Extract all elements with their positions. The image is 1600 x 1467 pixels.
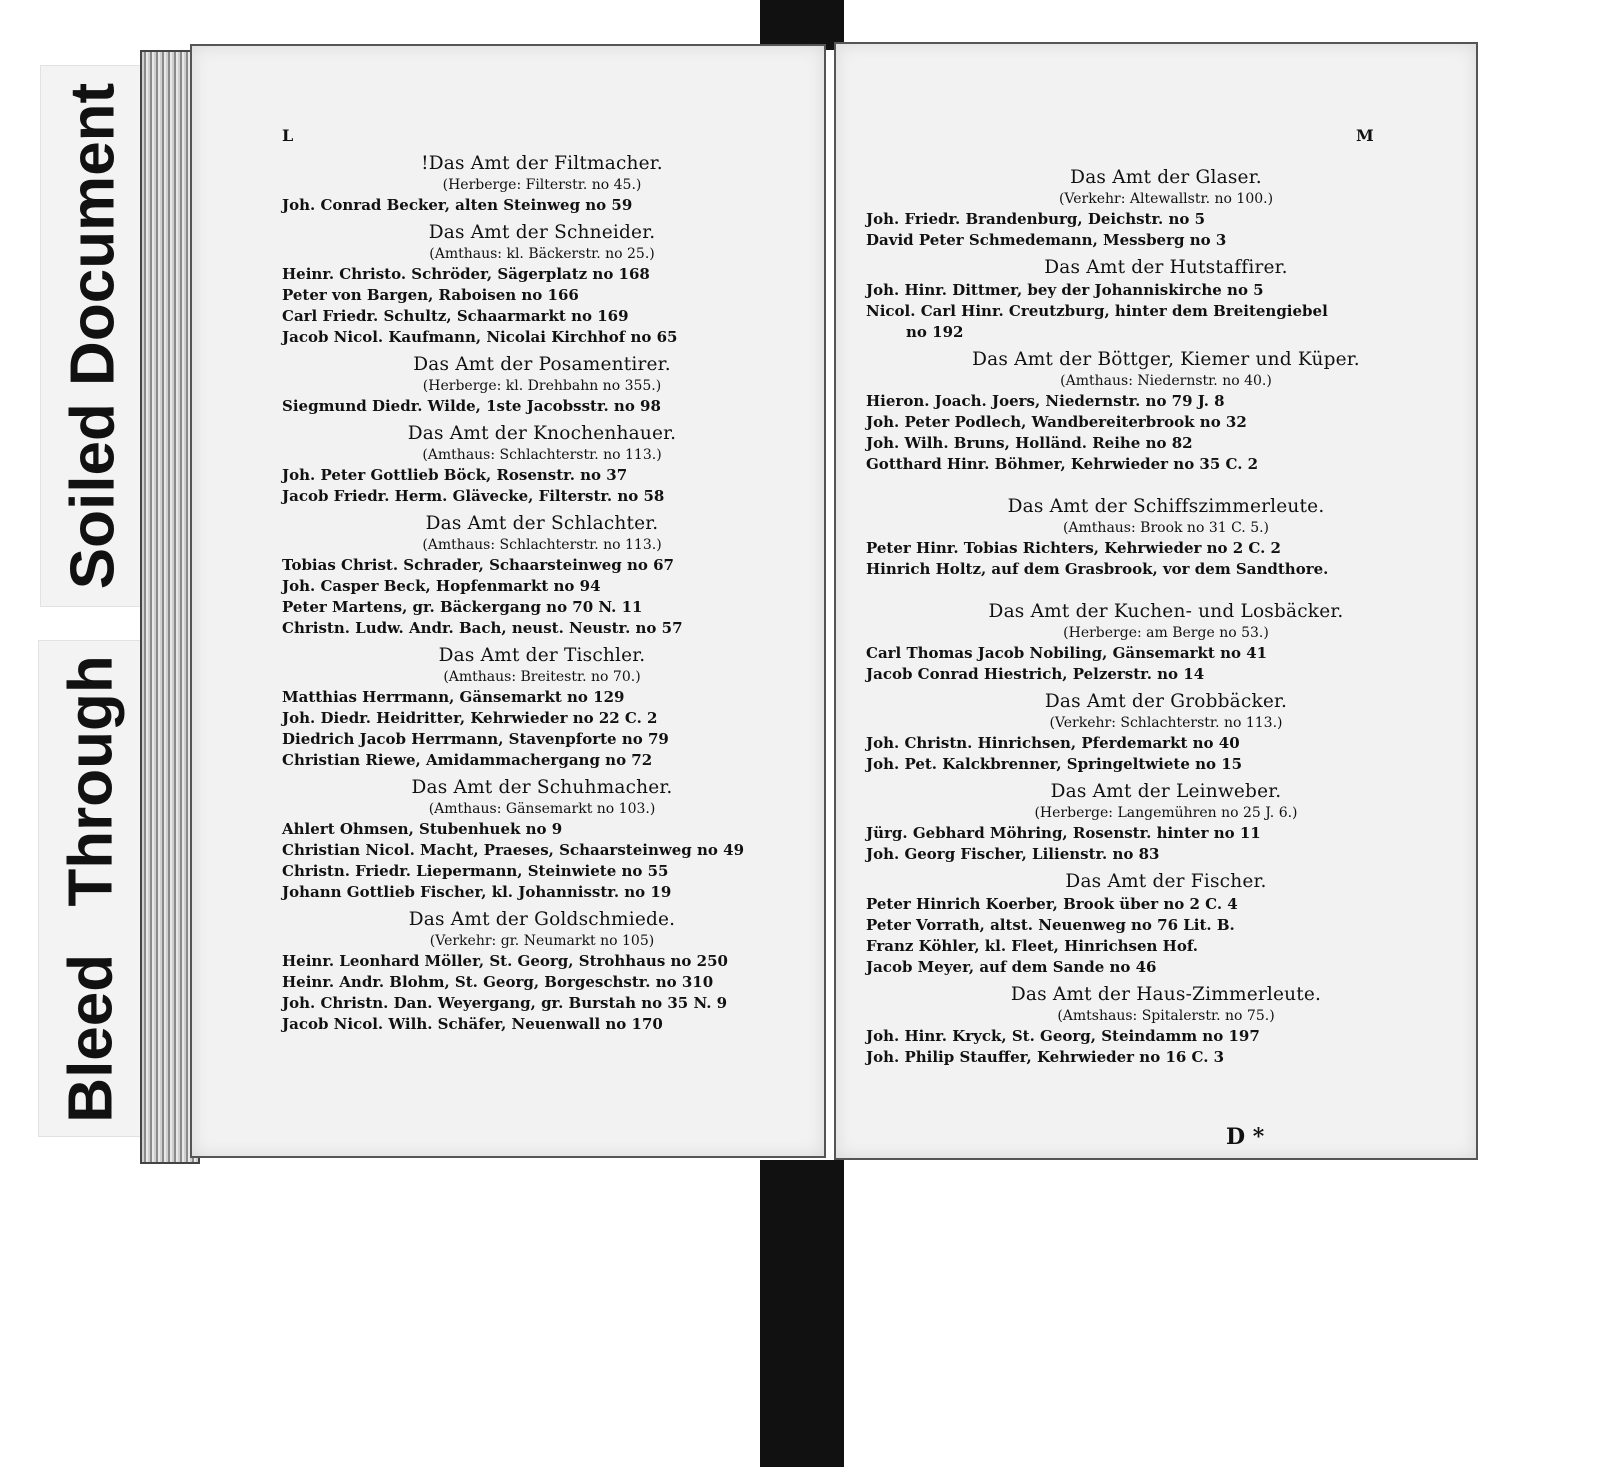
right-page (834, 42, 1478, 1160)
guild-title: Das Amt der Schuhmacher. (411, 777, 673, 798)
member-entry: Jürg. Gebhard Möhring, Rosenstr. hinter no 11 (866, 824, 1261, 842)
member-entry: Johann Gottlieb Fischer, kl. Johannisstr. no 19 (282, 883, 672, 901)
guild-section (282, 512, 802, 639)
member-entry: Heinr. Christo. Schröder, Sägerplatz no 168 (282, 265, 650, 283)
member-entry: Jacob Meyer, auf dem Sande no 46 (866, 958, 1157, 976)
member-entry: Carl Friedr. Schultz, Schaarmarkt no 169 (282, 307, 629, 325)
bleed-through-text: Bleed Through (56, 654, 126, 1123)
guild-section (866, 348, 1466, 475)
guild-title: Das Amt der Böttger, Kiemer und Küper. (972, 349, 1360, 370)
soiled-document-label (40, 65, 146, 607)
guild-title: !Das Amt der Filtmacher. (421, 153, 663, 174)
member-entry: Christn. Ludw. Andr. Bach, neust. Neustr. no 57 (282, 619, 683, 637)
guild-section (866, 600, 1466, 685)
member-entry: Joh. Christn. Hinrichsen, Pferdemarkt no 40 (866, 734, 1240, 752)
member-entry: Hinrich Holtz, auf dem Grasbrook, vor dem Sandthore. (866, 560, 1329, 578)
guild-title: Das Amt der Fischer. (1065, 871, 1267, 892)
member-entry: Peter Hinrich Koerber, Brook über no 2 C. 4 (866, 895, 1238, 913)
member-entry: Christian Riewe, Amidammachergang no 72 (282, 751, 653, 769)
member-entry: Tobias Christ. Schrader, Schaarsteinweg no 67 (282, 556, 674, 574)
member-entry: Christian Nicol. Macht, Praeses, Schaarsteinweg no 49 (282, 841, 745, 859)
guild-meeting-place: (Amthaus: Gänsemarkt no 103.) (428, 801, 656, 817)
left-page-mark: L (282, 126, 294, 145)
member-entry: Joh. Peter Podlech, Wandbereiterbrook no 32 (866, 413, 1247, 431)
guild-title: Das Amt der Posamentirer. (413, 354, 671, 375)
member-entry: Nicol. Carl Hinr. Creutzburg, hinter dem Breitengiebel (866, 302, 1328, 320)
guild-title: Das Amt der Tischler. (438, 645, 646, 666)
guild-title: Das Amt der Glaser. (1070, 167, 1262, 188)
member-entry: Joh. Christn. Dan. Weyergang, gr. Burstah no 35 N. 9 (282, 994, 728, 1012)
guild-section (282, 644, 802, 771)
guild-section (282, 776, 802, 903)
guild-meeting-place: (Amthaus: Niedernstr. no 40.) (1060, 373, 1272, 389)
guild-section (866, 256, 1466, 343)
guild-section (282, 422, 802, 507)
member-entry: Peter Vorrath, altst. Neuenweg no 76 Lit. B. (866, 916, 1235, 934)
left-page-content (282, 152, 802, 1040)
member-entry: Joh. Hinr. Dittmer, bey der Johanniskirche no 5 (866, 281, 1264, 299)
guild-meeting-place: (Verkehr: Altewallstr. no 100.) (1058, 191, 1274, 207)
guild-meeting-place: (Amthaus: kl. Bäckerstr. no 25.) (429, 246, 655, 262)
member-entry: Carl Thomas Jacob Nobiling, Gänsemarkt no 41 (866, 644, 1268, 662)
member-entry: David Peter Schmedemann, Messberg no 3 (866, 231, 1227, 249)
guild-section (282, 908, 802, 1035)
member-entry: Siegmund Diedr. Wilde, 1ste Jacobsstr. no 98 (282, 397, 661, 415)
guild-title: Das Amt der Hutstaffirer. (1044, 257, 1288, 278)
bleed-through-label (38, 640, 144, 1137)
member-entry: Joh. Pet. Kalckbrenner, Springeltwiete no 15 (866, 755, 1243, 773)
member-entry: Hieron. Joach. Joers, Niedernstr. no 79 J. 8 (866, 392, 1225, 410)
member-entry: Ahlert Ohmsen, Stubenhuek no 9 (282, 820, 563, 838)
guild-title: Das Amt der Haus-Zimmerleute. (1010, 984, 1322, 1005)
guild-meeting-place: (Herberge: am Berge no 53.) (1063, 625, 1269, 641)
member-entry: Peter von Bargen, Raboisen no 166 (282, 286, 579, 304)
guild-meeting-place: (Herberge: kl. Drehbahn no 355.) (422, 378, 662, 394)
guild-section (282, 353, 802, 417)
guild-title: Das Amt der Schlachter. (425, 513, 659, 534)
guild-section (866, 166, 1466, 251)
member-entry: Heinr. Leonhard Möller, St. Georg, Strohhaus no 250 (282, 952, 728, 970)
member-entry: Heinr. Andr. Blohm, St. Georg, Borgeschstr. no 310 (282, 973, 714, 991)
binding-strip-bottom (760, 1160, 844, 1467)
member-entry: Joh. Diedr. Heidritter, Kehrwieder no 22 C. 2 (282, 709, 658, 727)
guild-title: Das Amt der Grobbäcker. (1044, 691, 1288, 712)
guild-meeting-place: (Amthaus: Schlachterstr. no 113.) (422, 447, 662, 463)
right-page-mark: M (1356, 126, 1374, 145)
guild-meeting-place: (Amthaus: Brook no 31 C. 5.) (1062, 520, 1270, 536)
guild-title: Das Amt der Goldschmiede. (408, 909, 676, 930)
guild-title: Das Amt der Schneider. (428, 222, 656, 243)
guild-meeting-place: (Amthaus: Breitestr. no 70.) (443, 669, 641, 685)
member-entry: Joh. Philip Stauffer, Kehrwieder no 16 C. 3 (866, 1048, 1225, 1066)
guild-section (866, 495, 1466, 580)
member-entry: Franz Köhler, kl. Fleet, Hinrichsen Hof. (866, 937, 1198, 955)
member-entry: Christn. Friedr. Liepermann, Steinwiete no 55 (282, 862, 669, 880)
member-entry: Peter Hinr. Tobias Richters, Kehrwieder no 2 C. 2 (866, 539, 1281, 557)
guild-section (282, 221, 802, 348)
guild-section (282, 152, 802, 216)
guild-title: Das Amt der Leinweber. (1050, 781, 1282, 802)
member-entry: no 192 (906, 323, 964, 341)
guild-title: Das Amt der Knochenhauer. (407, 423, 677, 444)
member-entry: Peter Martens, gr. Bäckergang no 70 N. 11 (282, 598, 643, 616)
binding-strip-top (760, 0, 844, 50)
guild-meeting-place: (Herberge: Langemühren no 25 J. 6.) (1034, 805, 1298, 821)
member-entry: Jacob Conrad Hiestrich, Pelzerstr. no 14 (866, 665, 1205, 683)
member-entry: Gotthard Hinr. Böhmer, Kehrwieder no 35 C. 2 (866, 455, 1259, 473)
guild-meeting-place: (Verkehr: Schlachterstr. no 113.) (1049, 715, 1283, 731)
member-entry: Matthias Herrmann, Gänsemarkt no 129 (282, 688, 625, 706)
member-entry: Joh. Friedr. Brandenburg, Deichstr. no 5 (866, 210, 1206, 228)
guild-meeting-place: (Amtshaus: Spitalerstr. no 75.) (1057, 1008, 1275, 1024)
member-entry: Diedrich Jacob Herrmann, Stavenpforte no 79 (282, 730, 669, 748)
member-entry: Joh. Georg Fischer, Lilienstr. no 83 (866, 845, 1160, 863)
member-entry: Joh. Conrad Becker, alten Steinweg no 59 (282, 196, 633, 214)
guild-section (866, 780, 1466, 865)
signature-mark: D * (1226, 1124, 1265, 1150)
guild-section (866, 870, 1466, 978)
guild-meeting-place: (Amthaus: Schlachterstr. no 113.) (422, 537, 662, 553)
guild-title: Das Amt der Kuchen- und Losbäcker. (988, 601, 1344, 622)
guild-meeting-place: (Verkehr: gr. Neumarkt no 105) (429, 933, 655, 949)
soiled-document-text: Soiled Document (58, 82, 128, 590)
member-entry: Jacob Nicol. Kaufmann, Nicolai Kirchhof no 65 (282, 328, 678, 346)
member-entry: Joh. Hinr. Kryck, St. Georg, Steindamm no 197 (866, 1027, 1260, 1045)
member-entry: Joh. Casper Beck, Hopfenmarkt no 94 (282, 577, 601, 595)
guild-title: Das Amt der Schiffszimmerleute. (1007, 496, 1325, 517)
member-entry: Joh. Wilh. Bruns, Holländ. Reihe no 82 (866, 434, 1193, 452)
left-page (190, 44, 826, 1158)
member-entry: Joh. Peter Gottlieb Böck, Rosenstr. no 37 (282, 466, 628, 484)
guild-section (866, 983, 1466, 1068)
member-entry: Jacob Nicol. Wilh. Schäfer, Neuenwall no 170 (282, 1015, 663, 1033)
guild-section (866, 690, 1466, 775)
right-page-content (866, 166, 1466, 1073)
member-entry: Jacob Friedr. Herm. Glävecke, Filterstr. no 58 (282, 487, 665, 505)
guild-meeting-place: (Herberge: Filterstr. no 45.) (442, 177, 642, 193)
